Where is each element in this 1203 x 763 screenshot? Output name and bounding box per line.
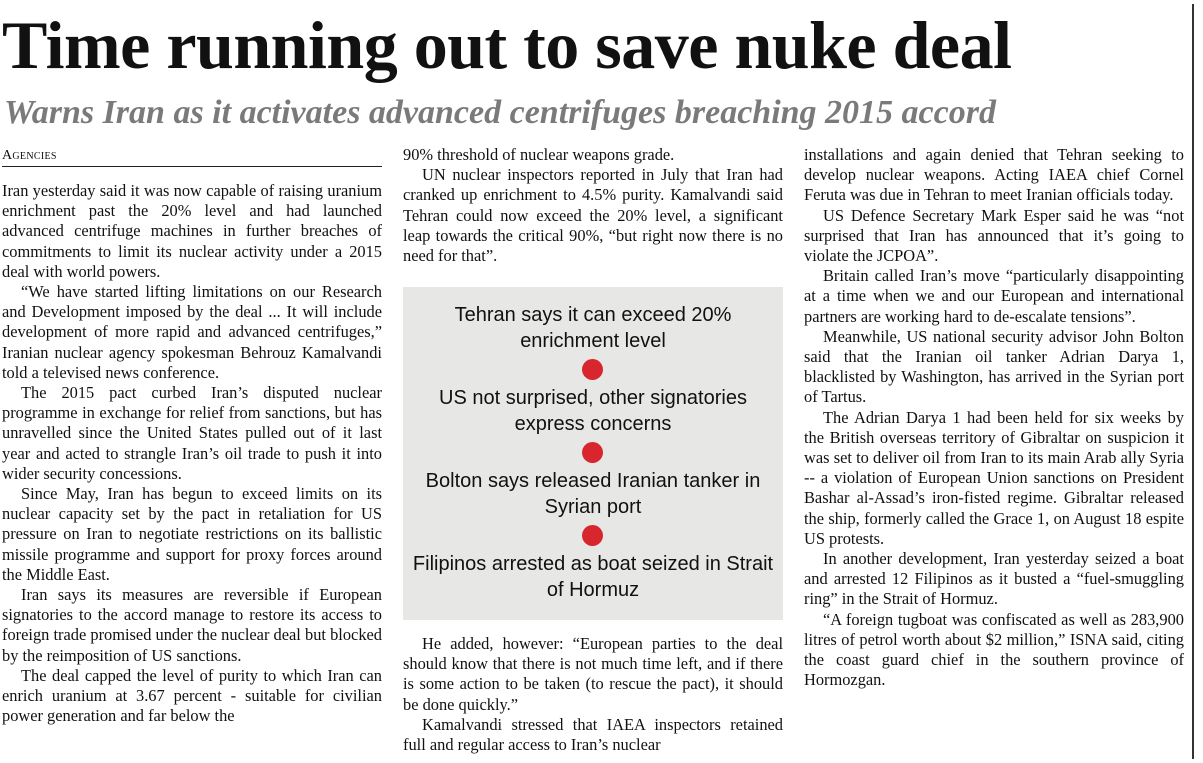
paragraph: “We have started lifting limitations on our Research and Development imposed by the deal ... It will include development of more rapid and advanced centrifuges,” Iranian nuclear agency spokesman Behrouz Kamalvandi told a televised news conference. xyxy=(2,282,382,382)
column-rule xyxy=(1192,4,1194,759)
paragraph: Iran yesterday said it was now capable of raising uranium enrichment past the 20% level and had launched advanced centrifuge machines in further breaches of commitments to limit its nuclear activity under a 2015 deal with world powers. xyxy=(2,181,382,281)
paragraph: The deal capped the level of purity to which Iran can enrich uranium at 3.67 percent - suitable for civilian power generation and far below the xyxy=(2,665,382,726)
paragraph: US Defence Secretary Mark Esper said he was “not surprised that Iran has announced that it’s going to violate the JCPOA”. xyxy=(804,205,1184,266)
article-column-1 xyxy=(2,181,382,726)
factbox-item: US not surprised, other signatories express concerns xyxy=(439,387,747,435)
paragraph: Kamalvandi stressed that IAEA inspectors retained full and regular access to Iran’s nuclear xyxy=(403,714,783,755)
paragraph: installations and again denied that Tehran seeking to develop nuclear weapons. Acting IAEA chief Cornel Feruta was due in Tehran to meet Iranian officials today. xyxy=(804,145,1184,205)
paragraph: “A foreign tugboat was confiscated as well as 283,900 litres of petrol worth about $2 million,” ISNA said, citing the coast guard chief in the southern province of Hormozgan. xyxy=(804,609,1184,690)
paragraph: In another development, Iran yesterday seized a boat and arrested 12 Filipinos as it busted a “fuel-smuggling ring” in the Strait of Hormuz. xyxy=(804,549,1184,609)
byline: Agencies xyxy=(2,148,382,167)
factbox-item: Tehran says it can exceed 20% enrichment level xyxy=(454,304,732,352)
factbox-item: Filipinos arrested as boat seized in Strait of Hormuz xyxy=(412,553,774,601)
subheadline: Warns Iran as it activates advanced centrifuges breaching 2015 accord xyxy=(4,94,996,131)
bullet-dot-icon xyxy=(582,525,603,546)
paragraph: He added, however: “European parties to the deal should know that there is not much time left, and if there is some action to be taken (to rescue the pact), it should be done quickly.” xyxy=(403,634,783,714)
article-column-3 xyxy=(804,145,1184,690)
headline: Time running out to save nuke deal xyxy=(2,7,1012,83)
bullet-dot-icon xyxy=(582,359,603,380)
factbox-item: Bolton says released Iranian tanker in Syrian port xyxy=(425,470,761,518)
paragraph: 90% threshold of nuclear weapons grade. xyxy=(403,145,675,164)
paragraph: The Adrian Darya 1 had been held for six weeks by the British overseas territory of Gibraltar on suspicion it was set to deliver oil from Iran to its main Arab ally Syria -- a violation of European Union sanctions on President Bashar al-Assad’s iron-fisted regime. Gibraltar released the ship, formerly called the Grace 1, on August 18 espite US protests. xyxy=(804,407,1184,548)
paragraph: Since May, Iran has begun to exceed limits on its nuclear capacity set by the pact in retaliation for US pressure on Iran to negotiate restrictions on its ballistic missile programme and support for proxy forces around the Middle East. xyxy=(2,484,382,584)
article-column-2-bottom xyxy=(403,634,783,755)
paragraph: Meanwhile, US national security advisor John Bolton said that the Iranian oil tanker Adrian Darya 1, blacklisted by Washington, has arrived in the Syrian port of Tartus. xyxy=(804,326,1184,407)
paragraph: The 2015 pact curbed Iran’s disputed nuclear programme in exchange for relief from sanctions, but has unravelled since the United States pulled out of it last year and acted to strangle Iran’s oil trade to push it into wider security concessions. xyxy=(2,383,382,483)
article-column-2-top xyxy=(403,145,783,266)
bullet-dot-icon xyxy=(582,442,603,463)
paragraph: Iran says its measures are reversible if European signatories to the accord manage to restore its access to foreign trade promised under the nuclear deal but blocked by the reimposition of US sanctions. xyxy=(2,585,382,665)
paragraph: Britain called Iran’s move “particularly disappointing at a time when we and our European and international partners are working hard to de-escalate tensions”. xyxy=(804,266,1184,326)
paragraph: UN nuclear inspectors reported in July that Iran had cranked up enrichment to 4.5% purity. Kamalvandi said Tehran could now exceed the 20% level, a significant leap towards the critical 90%, “but right now there is no need for that”. xyxy=(403,165,783,266)
